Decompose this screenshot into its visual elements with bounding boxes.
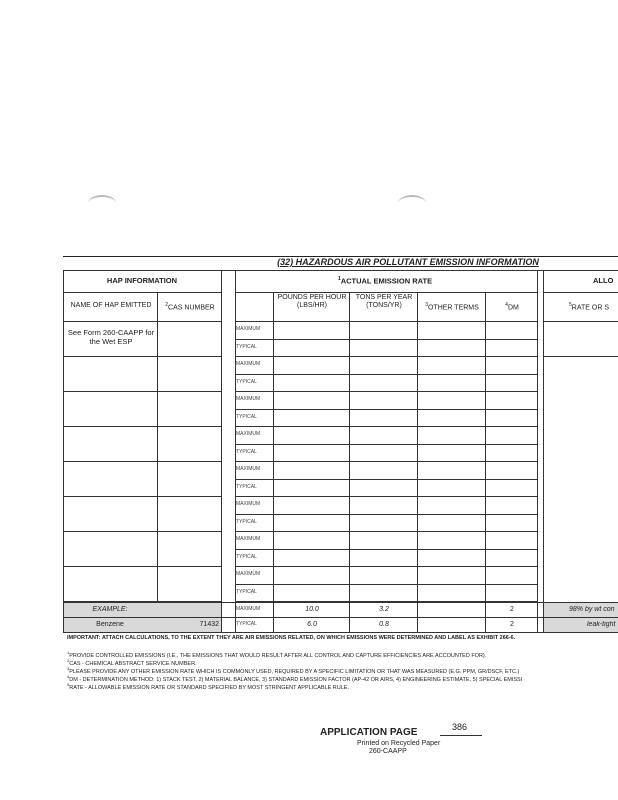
column-pounds-per-hour: POUNDS PER HOUR (LBS/HR) bbox=[277, 294, 347, 309]
section-allowable: ALLO bbox=[593, 276, 614, 285]
maximum-label: MAXIMUM bbox=[236, 571, 261, 577]
maximum-label: MAXIMUM bbox=[236, 431, 261, 437]
example-allowable-1: 98% by wt con bbox=[569, 606, 615, 613]
form-id: 260-CAAPP bbox=[369, 748, 407, 755]
typical-label: TYPICAL bbox=[236, 378, 257, 385]
footnote-1: $^1$PROVIDE CONTROLLED EMISSIONS (I.E., THE EMISSIONS THAT WOULD RESULT AFTER ALL CONTROL AND CAPTURE EFFICIENCIES ARE ACCOUNTED FOR). bbox=[67, 650, 487, 659]
footnote-5: $^5$RATE - ALLOWABLE EMISSION RATE OR STANDARD SPECIFIED BY MOST STRINGENT APPLICABLE RULE. bbox=[67, 682, 349, 691]
maximum-label: MAXIMUM bbox=[236, 361, 261, 367]
typical-label: TYPICAL bbox=[236, 518, 257, 525]
column-rate: $^5$RATE OR S bbox=[569, 302, 609, 312]
application-page-number: 386 bbox=[452, 722, 468, 732]
application-page-label: APPLICATION PAGE bbox=[320, 727, 418, 738]
example-typ-tons: 0.8 bbox=[379, 621, 389, 628]
form-title: (32) HAZARDOUS AIR POLLUTANT EMISSION INFORMATION bbox=[277, 257, 539, 267]
column-cas-number: $^2$CAS NUMBER bbox=[165, 302, 215, 312]
first-hap-entry: See Form 260-CAAPP for the Wet ESP bbox=[67, 328, 155, 346]
example-cas-number: 71432 bbox=[199, 621, 219, 628]
typical-label: TYPICAL bbox=[236, 413, 257, 420]
example-label: EXAMPLE: bbox=[92, 606, 128, 613]
column-other-terms: $^3$OTHER TERMS bbox=[425, 302, 479, 312]
typical-label: TYPICAL bbox=[236, 588, 257, 595]
example-max-tons: 3.2 bbox=[379, 606, 389, 613]
maximum-label: MAXIMUM bbox=[236, 396, 261, 402]
footnote-2: $^2$CAS - CHEMICAL ABSTRACT SERVICE NUMBER. bbox=[67, 658, 197, 667]
column-tons-per-year: TONS PER YEAR (TONS/YR) bbox=[355, 294, 413, 309]
section-actual-emission: $^1$ACTUAL EMISSION RATE bbox=[337, 276, 433, 286]
example-allowable-2: leak-tight bbox=[587, 621, 616, 628]
example-max-dm: 2 bbox=[510, 606, 514, 613]
recycled-paper-note: Printed on Recycled Paper bbox=[357, 740, 441, 747]
typical-label: TYPICAL bbox=[236, 343, 257, 350]
example-hap-name: Benzene bbox=[96, 621, 124, 628]
example-typ-lbs: 6.0 bbox=[307, 621, 317, 628]
maximum-label: MAXIMUM bbox=[236, 466, 261, 472]
column-dm: $^4$DM bbox=[505, 302, 519, 312]
example-maximum-label: MAXIMUM bbox=[236, 606, 261, 612]
section-hap-info: HAP INFORMATION bbox=[106, 276, 178, 285]
important-note: IMPORTANT: ATTACH CALCULATIONS, TO THE EXTENT THEY ARE AIR EMISSIONS RELATED, ON WHICH EMISSIONS WERE DETERMINED AND LABEL AS EXHIBIT 266-6. bbox=[67, 635, 516, 641]
footnote-3: $^3$PLEASE PROVIDE ANY OTHER EMISSION RATE WHICH IS COMMONLY USED, REQUIRED BY A SPECIFIC LIMITATION OR THAT WAS MEASURED (E.G. PPM, GR/DSCF, ETC.) bbox=[67, 666, 520, 675]
typical-label: TYPICAL bbox=[236, 448, 257, 455]
column-name-of-hap: NAME OF HAP EMITTED bbox=[70, 302, 152, 309]
example-typical-label: TYPICAL bbox=[236, 621, 257, 627]
maximum-label: MAXIMUM bbox=[236, 326, 261, 332]
hap-emission-form bbox=[63, 256, 618, 632]
example-typ-dm: 2 bbox=[510, 621, 514, 628]
maximum-label: MAXIMUM bbox=[236, 536, 261, 542]
scan-mark-right bbox=[398, 195, 426, 211]
scan-mark-left bbox=[88, 195, 116, 211]
example-max-lbs: 10.0 bbox=[305, 606, 319, 613]
typical-label: TYPICAL bbox=[236, 483, 257, 490]
maximum-label: MAXIMUM bbox=[236, 501, 261, 507]
typical-label: TYPICAL bbox=[236, 553, 257, 560]
footnote-4: $^4$DM - DETERMINATION METHOD: 1) STACK TEST, 2) MATERIAL BALANCE, 3) STANDARD EMISSION FACTOR (AP-42 OR AIRS, 4) ENGINEERING ESTIMATE, 5) SPECIAL EMISSI bbox=[67, 674, 523, 683]
